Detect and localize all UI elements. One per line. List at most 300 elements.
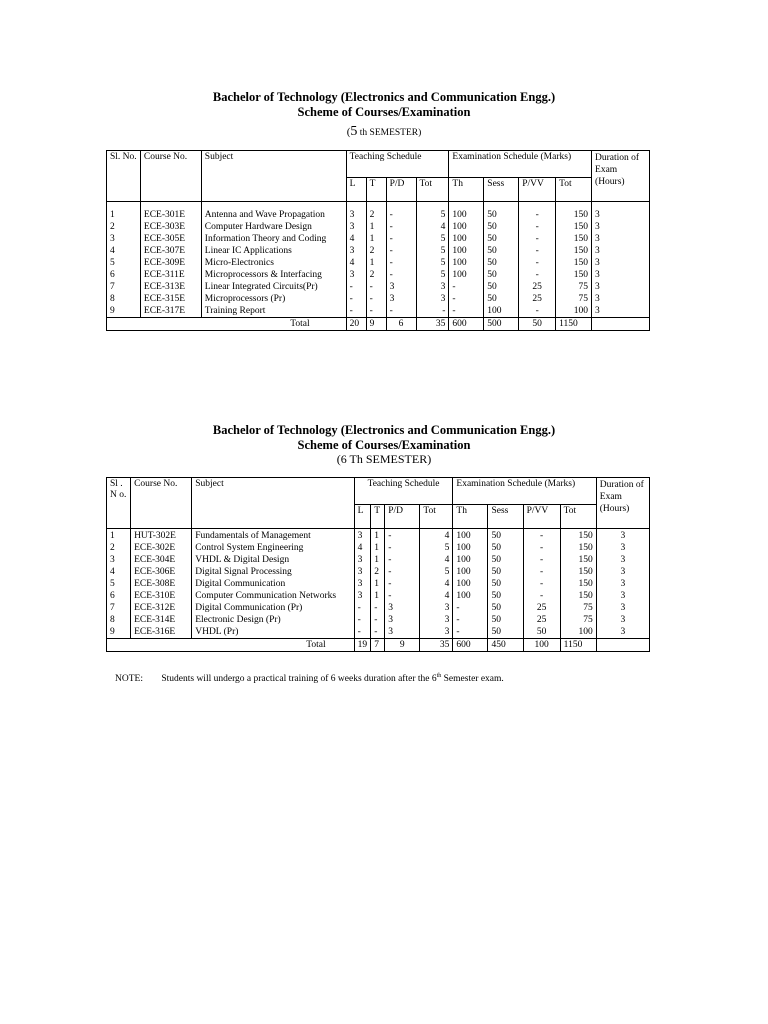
sem6-row xyxy=(107,590,650,602)
sem6-total-Tot: 35 xyxy=(420,639,453,652)
sem5-total-L: 20 xyxy=(346,318,366,331)
sem5-cell-T: - xyxy=(366,281,386,293)
note-end: Semester exam. xyxy=(441,674,504,685)
sem5-head-Tot: Tot xyxy=(416,178,449,202)
sem6-cell-T: - xyxy=(371,602,385,614)
sem5-cell-Tot: 3 xyxy=(416,293,449,305)
sem5-head-sl: Sl. No. xyxy=(107,151,141,202)
sem5-cell-PD: - xyxy=(386,221,416,233)
sem5-cell-Tot: 5 xyxy=(416,257,449,269)
sem6-head-sl: Sl . N o. xyxy=(107,478,131,529)
sem5-cell-PD: - xyxy=(386,245,416,257)
sem6-cell-PVV: - xyxy=(523,578,560,590)
sem6-cell-ETot: 75 xyxy=(560,602,596,614)
sem5-cell-Sess: 50 xyxy=(484,245,519,257)
sem6-head-Th: Th xyxy=(453,505,488,529)
sem5-cell-L: - xyxy=(346,281,366,293)
sem6-cell-Th: 100 xyxy=(453,542,488,554)
sem5-cell-ETot: 75 xyxy=(556,281,592,293)
sem6-head-T: T xyxy=(371,505,385,529)
sem6-cell-duration: 3 xyxy=(596,542,649,554)
sem5-cell-Th: 100 xyxy=(449,202,484,222)
sem6-cell-course: ECE-312E xyxy=(131,602,192,614)
sem5-cell-sl: 2 xyxy=(107,221,141,233)
sem5-cell-duration: 3 xyxy=(592,221,650,233)
sem6-cell-subject: Digital Communication xyxy=(192,578,354,590)
sem5-cell-PVV: - xyxy=(519,221,556,233)
sem5-cell-course: ECE-307E xyxy=(140,245,201,257)
sem5-cell-subject: Linear IC Applications xyxy=(201,245,346,257)
sem6-cell-Tot: 4 xyxy=(420,529,453,543)
sem5-cell-subject: Antenna and Wave Propagation xyxy=(201,202,346,222)
sem6-cell-course: HUT-302E xyxy=(131,529,192,543)
sem5-head-teaching: Teaching Schedule xyxy=(346,151,449,178)
sem5-cell-L: - xyxy=(346,293,366,305)
sem6-cell-duration: 3 xyxy=(596,566,649,578)
sem5-cell-course: ECE-311E xyxy=(140,269,201,281)
sem5-cell-course: ECE-305E xyxy=(140,233,201,245)
sem5-cell-subject: Linear Integrated Circuits(Pr) xyxy=(201,281,346,293)
sem6-cell-subject: Electronic Design (Pr) xyxy=(192,614,354,626)
sem5-cell-PD: 3 xyxy=(386,281,416,293)
sem6-cell-duration: 3 xyxy=(596,529,649,543)
sem6-cell-duration: 3 xyxy=(596,590,649,602)
sem6-cell-PD: - xyxy=(385,542,420,554)
sem5-cell-duration: 3 xyxy=(592,293,650,305)
sem6-cell-sl: 9 xyxy=(107,626,131,639)
sem6-total-PD: 9 xyxy=(385,639,420,652)
sem6-cell-ETot: 75 xyxy=(560,614,596,626)
sem5-cell-PD: - xyxy=(386,233,416,245)
sem5-cell-sl: 6 xyxy=(107,269,141,281)
sem5-row xyxy=(107,305,650,318)
sem5-cell-L: - xyxy=(346,305,366,318)
sem6-cell-Sess: 50 xyxy=(488,542,523,554)
sem6-cell-Th: - xyxy=(453,602,488,614)
sem6-cell-course: ECE-306E xyxy=(131,566,192,578)
sem5-cell-L: 3 xyxy=(346,221,366,233)
sem6-cell-course: ECE-308E xyxy=(131,578,192,590)
sem5-cell-PD: - xyxy=(386,305,416,318)
sem6-cell-sl: 2 xyxy=(107,542,131,554)
sem6-cell-L: 4 xyxy=(354,542,371,554)
sem5-row xyxy=(107,257,650,269)
sem5-title-line1: Bachelor of Technology (Electronics and Communication Engg.) xyxy=(212,90,556,104)
sem5-cell-L: 3 xyxy=(346,269,366,281)
sem6-cell-Sess: 50 xyxy=(488,554,523,566)
sem6-cell-Sess: 50 xyxy=(488,614,523,626)
sem5-cell-ETot: 150 xyxy=(556,221,592,233)
sem6-header-row xyxy=(107,478,650,505)
sem6-cell-T: - xyxy=(371,614,385,626)
sem6-cell-ETot: 150 xyxy=(560,554,596,566)
sem6-cell-Tot: 4 xyxy=(420,578,453,590)
sem6-total-label: Total xyxy=(107,639,355,652)
sem5-cell-Th: 100 xyxy=(449,269,484,281)
sem5-cell-PVV: - xyxy=(519,245,556,257)
sem5-cell-Sess: 100 xyxy=(484,305,519,318)
sem6-head-course: Course No. xyxy=(131,478,192,529)
sem5-title-line2: Scheme of Courses/Examination xyxy=(297,105,471,119)
sem6-head-Tot: Tot xyxy=(420,505,453,529)
sem6-head-subject: Subject xyxy=(192,478,354,529)
sem5-cell-Th: - xyxy=(449,281,484,293)
sem6-cell-PVV: 50 xyxy=(523,626,560,639)
sem5-cell-T: 2 xyxy=(366,245,386,257)
sem6-cell-sl: 8 xyxy=(107,614,131,626)
sem5-cell-subject: Microprocessors & Interfacing xyxy=(201,269,346,281)
sem6-cell-subject: Fundamentals of Management xyxy=(192,529,354,543)
sem6-semester-label: (6 Th SEMESTER) xyxy=(336,452,432,466)
sem6-row xyxy=(107,566,650,578)
sem5-cell-course: ECE-317E xyxy=(140,305,201,318)
sem6-head-ETot: Tot xyxy=(560,505,596,529)
sem5-cell-duration: 3 xyxy=(592,233,650,245)
sem5-row xyxy=(107,293,650,305)
sem6-head-duration: Duration of Exam (Hours) xyxy=(596,478,649,529)
sem5-cell-ETot: 150 xyxy=(556,245,592,257)
sem6-cell-Tot: 5 xyxy=(420,542,453,554)
sem6-cell-ETot: 150 xyxy=(560,529,596,543)
sem6-cell-duration: 3 xyxy=(596,578,649,590)
sem6-cell-subject: Digital Signal Processing xyxy=(192,566,354,578)
sem5-rows xyxy=(107,202,650,318)
sem6-cell-T: 2 xyxy=(371,566,385,578)
sem5-cell-L: 3 xyxy=(346,245,366,257)
sem5-cell-Th: 100 xyxy=(449,221,484,233)
sem5-total-T: 9 xyxy=(366,318,386,331)
sem6-cell-Th: 100 xyxy=(453,578,488,590)
sem6-total-duration xyxy=(596,639,649,652)
sem5-cell-subject: Training Report xyxy=(201,305,346,318)
sem5-cell-PVV: 25 xyxy=(519,293,556,305)
sem6-cell-PVV: 25 xyxy=(523,602,560,614)
sem5-head-duration: Duration of Exam (Hours) xyxy=(592,151,650,202)
sem6-total-ETot: 1150 xyxy=(560,639,596,652)
sem6-total-Sess: 450 xyxy=(488,639,523,652)
sem5-cell-T: 1 xyxy=(366,257,386,269)
sem5-cell-Tot: 4 xyxy=(416,221,449,233)
sem5-total-label: Total xyxy=(107,318,347,331)
sem5-cell-T: 1 xyxy=(366,233,386,245)
note-text: Students will undergo a practical training of 6 weeks duration after the 6 xyxy=(161,674,437,685)
sem5-row xyxy=(107,221,650,233)
sem6-cell-PD: 3 xyxy=(385,602,420,614)
sem6-cell-ETot: 150 xyxy=(560,590,596,602)
sem6-title-line2: Scheme of Courses/Examination xyxy=(297,438,471,452)
sem5-head-Th: Th xyxy=(449,178,484,202)
sem6-cell-L: 3 xyxy=(354,590,371,602)
sem5-cell-T: 2 xyxy=(366,269,386,281)
sem5-cell-duration: 3 xyxy=(592,202,650,222)
sem5-total-PVV: 50 xyxy=(519,318,556,331)
sem5-total-Sess: 500 xyxy=(484,318,519,331)
sem6-cell-T: 1 xyxy=(371,542,385,554)
sem5-head-exam: Examination Schedule (Marks) xyxy=(449,151,592,178)
sem6-row xyxy=(107,626,650,639)
sem5-cell-duration: 3 xyxy=(592,245,650,257)
sem5-cell-Sess: 50 xyxy=(484,233,519,245)
sem5-cell-Th: - xyxy=(449,305,484,318)
sem5-total-Tot: 35 xyxy=(416,318,449,331)
sem6-cell-Sess: 50 xyxy=(488,602,523,614)
sem5-cell-Sess: 50 xyxy=(484,202,519,222)
sem6-cell-duration: 3 xyxy=(596,554,649,566)
sem5-cell-ETot: 75 xyxy=(556,293,592,305)
sem5-cell-ETot: 100 xyxy=(556,305,592,318)
sem5-cell-sl: 3 xyxy=(107,233,141,245)
sem5-cell-Th: - xyxy=(449,293,484,305)
sem6-cell-Sess: 50 xyxy=(488,626,523,639)
sem6-cell-sl: 6 xyxy=(107,590,131,602)
sem6-cell-Tot: 3 xyxy=(420,602,453,614)
sem5-cell-course: ECE-313E xyxy=(140,281,201,293)
sem5-header-row xyxy=(107,151,650,178)
sem5-cell-ETot: 150 xyxy=(556,202,592,222)
sem6-cell-PVV: - xyxy=(523,529,560,543)
sem6-cell-L: 3 xyxy=(354,554,371,566)
sem6-head-teaching: Teaching Schedule xyxy=(354,478,453,505)
sem6-cell-Sess: 50 xyxy=(488,529,523,543)
sem5-cell-PD: - xyxy=(386,202,416,222)
note xyxy=(115,673,504,684)
sem5-cell-Tot: 5 xyxy=(416,233,449,245)
sem6-cell-PD: 3 xyxy=(385,626,420,639)
sem5-cell-PVV: - xyxy=(519,202,556,222)
sem6-cell-subject: Computer Communication Networks xyxy=(192,590,354,602)
sem6-head-PVV: P/VV xyxy=(523,505,560,529)
sem5-head-Sess: Sess xyxy=(484,178,519,202)
sem5-cell-PVV: 25 xyxy=(519,281,556,293)
sem6-cell-Sess: 50 xyxy=(488,578,523,590)
sem6-row xyxy=(107,542,650,554)
sem6-row xyxy=(107,529,650,543)
sem5-cell-Tot: 5 xyxy=(416,245,449,257)
sem5-cell-PD: 3 xyxy=(386,293,416,305)
sem5-table xyxy=(106,150,650,331)
sem5-cell-subject: Microprocessors (Pr) xyxy=(201,293,346,305)
sem6-cell-L: - xyxy=(354,614,371,626)
sem5-cell-sl: 4 xyxy=(107,245,141,257)
sem6-head-exam: Examination Schedule (Marks) xyxy=(453,478,596,505)
sem5-total-ETot: 1150 xyxy=(556,318,592,331)
sem6-cell-course: ECE-302E xyxy=(131,542,192,554)
sem5-cell-sl: 1 xyxy=(107,202,141,222)
sem6-cell-ETot: 150 xyxy=(560,566,596,578)
sem5-cell-ETot: 150 xyxy=(556,257,592,269)
sem6-total-PVV: 100 xyxy=(523,639,560,652)
sem5-head-T: T xyxy=(366,178,386,202)
sem6-cell-PVV: - xyxy=(523,554,560,566)
sem5-title xyxy=(0,90,768,120)
sem5-cell-duration: 3 xyxy=(592,281,650,293)
sem5-cell-course: ECE-309E xyxy=(140,257,201,269)
sem6-row xyxy=(107,554,650,566)
sem5-cell-course: ECE-315E xyxy=(140,293,201,305)
sem6-table xyxy=(106,477,650,652)
sem5-cell-duration: 3 xyxy=(592,269,650,281)
sem5-cell-subject: Information Theory and Coding xyxy=(201,233,346,245)
sem6-cell-PVV: - xyxy=(523,566,560,578)
sem6-row xyxy=(107,578,650,590)
sem5-row xyxy=(107,202,650,222)
sem6-head-L: L xyxy=(354,505,371,529)
sem5-cell-Tot: 5 xyxy=(416,202,449,222)
sem6-cell-Sess: 50 xyxy=(488,590,523,602)
sem5-total-duration xyxy=(592,318,650,331)
sem6-cell-Tot: 4 xyxy=(420,590,453,602)
sem5-row xyxy=(107,269,650,281)
sem5-cell-sl: 7 xyxy=(107,281,141,293)
sem6-cell-subject: VHDL & Digital Design xyxy=(192,554,354,566)
sem6-cell-L: 3 xyxy=(354,578,371,590)
sem5-cell-L: 3 xyxy=(346,202,366,222)
sem5-row xyxy=(107,281,650,293)
sem6-cell-T: 1 xyxy=(371,529,385,543)
sem6-title xyxy=(0,423,768,453)
sem5-cell-PVV: - xyxy=(519,233,556,245)
sem6-cell-L: 3 xyxy=(354,529,371,543)
sem5-cell-Th: 100 xyxy=(449,245,484,257)
sem6-cell-Th: 100 xyxy=(453,566,488,578)
sem6-cell-L: - xyxy=(354,626,371,639)
sem6-cell-Th: 100 xyxy=(453,590,488,602)
sem5-cell-T: - xyxy=(366,293,386,305)
sem6-cell-PD: - xyxy=(385,566,420,578)
sem5-cell-PVV: - xyxy=(519,269,556,281)
sem6-cell-Th: 100 xyxy=(453,529,488,543)
sem6-cell-ETot: 150 xyxy=(560,578,596,590)
sem5-row xyxy=(107,245,650,257)
sem5-row xyxy=(107,233,650,245)
sem5-cell-course: ECE-301E xyxy=(140,202,201,222)
sem6-cell-T: - xyxy=(371,626,385,639)
sem6-cell-T: 1 xyxy=(371,590,385,602)
sem6-cell-course: ECE-316E xyxy=(131,626,192,639)
sem5-cell-Tot: - xyxy=(416,305,449,318)
sem6-cell-PD: - xyxy=(385,529,420,543)
sem5-cell-Tot: 5 xyxy=(416,269,449,281)
sem6-cell-subject: Control System Engineering xyxy=(192,542,354,554)
sem6-cell-PD: - xyxy=(385,578,420,590)
sem6-cell-Tot: 3 xyxy=(420,614,453,626)
sem5-cell-T: 1 xyxy=(366,221,386,233)
sem5-cell-ETot: 150 xyxy=(556,269,592,281)
sem5-cell-Sess: 50 xyxy=(484,293,519,305)
sem5-cell-Th: 100 xyxy=(449,233,484,245)
sem6-cell-Th: - xyxy=(453,614,488,626)
sem5-head-ETot: Tot xyxy=(556,178,592,202)
sem6-cell-sl: 5 xyxy=(107,578,131,590)
sem5-head-L: L xyxy=(346,178,366,202)
sem5-cell-course: ECE-303E xyxy=(140,221,201,233)
sem6-rows xyxy=(107,529,650,639)
sem5-cell-duration: 3 xyxy=(592,257,650,269)
sem5-cell-subject: Micro-Electronics xyxy=(201,257,346,269)
sem5-total-PD: 6 xyxy=(386,318,416,331)
note-sup: th xyxy=(436,673,442,679)
sem5-cell-subject: Computer Hardware Design xyxy=(201,221,346,233)
sem5-head-course: Course No. xyxy=(140,151,201,202)
sem5-total-row xyxy=(107,318,650,331)
sem6-total-T: 7 xyxy=(371,639,385,652)
sem6-cell-duration: 3 xyxy=(596,602,649,614)
sem6-cell-Th: 100 xyxy=(453,554,488,566)
sem6-cell-PVV: - xyxy=(523,542,560,554)
sem6-cell-T: 1 xyxy=(371,578,385,590)
note-label: NOTE: xyxy=(115,674,143,685)
sem6-cell-PD: - xyxy=(385,590,420,602)
sem6-cell-Th: - xyxy=(453,626,488,639)
sem6-cell-course: ECE-304E xyxy=(131,554,192,566)
sem5-cell-T: 2 xyxy=(366,202,386,222)
sem5-cell-L: 4 xyxy=(346,233,366,245)
sem6-total-row xyxy=(107,639,650,652)
sem6-total-Th: 600 xyxy=(453,639,488,652)
sem5-head-PVV: P/VV xyxy=(519,178,556,202)
sem5-cell-sl: 5 xyxy=(107,257,141,269)
sem5-cell-PD: - xyxy=(386,257,416,269)
sem6-cell-course: ECE-314E xyxy=(131,614,192,626)
sem6-cell-Tot: 4 xyxy=(420,554,453,566)
sem5-cell-Sess: 50 xyxy=(484,221,519,233)
sem6-cell-ETot: 150 xyxy=(560,542,596,554)
sem6-cell-L: 3 xyxy=(354,566,371,578)
sem6-row xyxy=(107,614,650,626)
sem6-head-Sess: Sess xyxy=(488,505,523,529)
sem5-cell-L: 4 xyxy=(346,257,366,269)
sem5-cell-Sess: 50 xyxy=(484,281,519,293)
sem6-cell-duration: 3 xyxy=(596,626,649,639)
sem5-head-subject: Subject xyxy=(201,151,346,202)
sem6-row xyxy=(107,602,650,614)
sem6-cell-subject: Digital Communication (Pr) xyxy=(192,602,354,614)
sem6-cell-PVV: 25 xyxy=(523,614,560,626)
sem5-cell-sl: 9 xyxy=(107,305,141,318)
sem6-cell-sl: 4 xyxy=(107,566,131,578)
sem6-cell-PD: - xyxy=(385,554,420,566)
sem6-cell-Tot: 3 xyxy=(420,626,453,639)
sem6-cell-sl: 1 xyxy=(107,529,131,543)
sem6-cell-PD: 3 xyxy=(385,614,420,626)
sem6-head-PD: P/D xyxy=(385,505,420,529)
sem5-head-PD: P/D xyxy=(386,178,416,202)
sem6-cell-duration: 3 xyxy=(596,614,649,626)
sem5-cell-PVV: - xyxy=(519,257,556,269)
sem5-total-Th: 600 xyxy=(449,318,484,331)
sem5-cell-Sess: 50 xyxy=(484,257,519,269)
sem5-cell-PVV: - xyxy=(519,305,556,318)
sem6-cell-sl: 7 xyxy=(107,602,131,614)
sem6-cell-subject: VHDL (Pr) xyxy=(192,626,354,639)
sem6-cell-PVV: - xyxy=(523,590,560,602)
sem6-cell-T: 1 xyxy=(371,554,385,566)
sem5-cell-Tot: 3 xyxy=(416,281,449,293)
sem5-cell-duration: 3 xyxy=(592,305,650,318)
sem6-cell-course: ECE-310E xyxy=(131,590,192,602)
sem6-cell-ETot: 100 xyxy=(560,626,596,639)
sem6-cell-Sess: 50 xyxy=(488,566,523,578)
sem5-cell-T: - xyxy=(366,305,386,318)
sem5-cell-sl: 8 xyxy=(107,293,141,305)
sem5-cell-ETot: 150 xyxy=(556,233,592,245)
sem6-cell-L: - xyxy=(354,602,371,614)
sem6-cell-sl: 3 xyxy=(107,554,131,566)
sem5-cell-Th: 100 xyxy=(449,257,484,269)
sem6-total-L: 19 xyxy=(354,639,371,652)
sem5-semester-label: (5 th SEMESTER) xyxy=(346,124,422,139)
sem5-cell-PD: - xyxy=(386,269,416,281)
